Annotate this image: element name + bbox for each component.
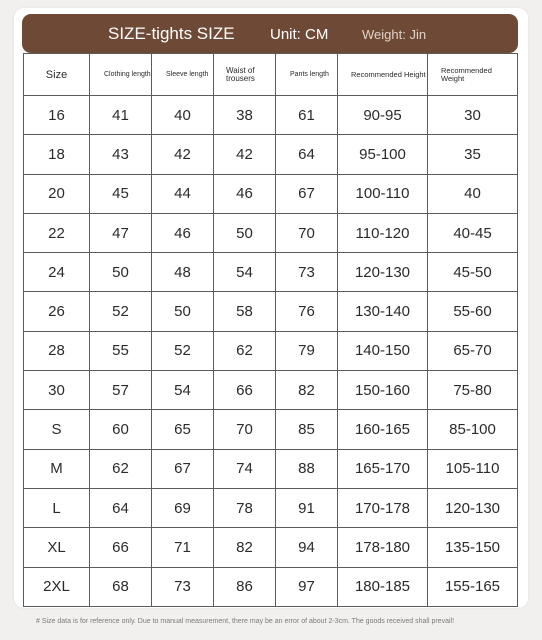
column-header-recommended-height: Recommended Height	[338, 54, 428, 96]
cell-size: 28	[24, 331, 90, 370]
cell-recommended-height: 90-95	[338, 96, 428, 135]
cell-clothing-length: 41	[90, 96, 152, 135]
cell-recommended-weight: 135-150	[428, 528, 518, 567]
cell-waist-of-trousers: 38	[214, 96, 276, 135]
cell-recommended-height: 130-140	[338, 292, 428, 331]
cell-recommended-height: 160-165	[338, 410, 428, 449]
cell-pants-length: 82	[276, 371, 338, 410]
cell-recommended-height: 120-130	[338, 253, 428, 292]
cell-recommended-weight: 40	[428, 174, 518, 213]
cell-pants-length: 88	[276, 449, 338, 488]
cell-pants-length: 97	[276, 567, 338, 606]
table-row	[24, 528, 518, 567]
cell-pants-length: 76	[276, 292, 338, 331]
column-header-size: Size	[24, 54, 90, 96]
cell-sleeve-length: 42	[152, 135, 214, 174]
table-row	[24, 488, 518, 527]
cell-waist-of-trousers: 50	[214, 213, 276, 252]
cell-pants-length: 64	[276, 135, 338, 174]
cell-size: S	[24, 410, 90, 449]
cell-pants-length: 67	[276, 174, 338, 213]
cell-pants-length: 85	[276, 410, 338, 449]
cell-clothing-length: 60	[90, 410, 152, 449]
cell-sleeve-length: 50	[152, 292, 214, 331]
cell-recommended-height: 95-100	[338, 135, 428, 174]
cell-recommended-weight: 75-80	[428, 371, 518, 410]
table-row	[24, 174, 518, 213]
cell-size: XL	[24, 528, 90, 567]
cell-waist-of-trousers: 70	[214, 410, 276, 449]
table-row	[24, 371, 518, 410]
column-header-pants-length: Pants length	[276, 54, 338, 96]
cell-pants-length: 79	[276, 331, 338, 370]
cell-sleeve-length: 48	[152, 253, 214, 292]
cell-recommended-weight: 65-70	[428, 331, 518, 370]
table-row	[24, 292, 518, 331]
cell-recommended-height: 178-180	[338, 528, 428, 567]
cell-clothing-length: 55	[90, 331, 152, 370]
unit-label: Unit: CM	[270, 26, 329, 43]
table-row	[24, 135, 518, 174]
cell-recommended-weight: 120-130	[428, 488, 518, 527]
cell-clothing-length: 47	[90, 213, 152, 252]
cell-recommended-weight: 85-100	[428, 410, 518, 449]
cell-waist-of-trousers: 86	[214, 567, 276, 606]
cell-recommended-height: 170-178	[338, 488, 428, 527]
column-header-waist-of-trousers: Waist of trousers	[214, 54, 276, 96]
cell-waist-of-trousers: 62	[214, 331, 276, 370]
table-row	[24, 410, 518, 449]
cell-waist-of-trousers: 54	[214, 253, 276, 292]
cell-size: 18	[24, 135, 90, 174]
cell-sleeve-length: 46	[152, 213, 214, 252]
cell-size: L	[24, 488, 90, 527]
cell-sleeve-length: 54	[152, 371, 214, 410]
cell-size: 30	[24, 371, 90, 410]
cell-sleeve-length: 52	[152, 331, 214, 370]
cell-clothing-length: 43	[90, 135, 152, 174]
cell-recommended-weight: 40-45	[428, 213, 518, 252]
cell-recommended-weight: 55-60	[428, 292, 518, 331]
table-row	[24, 567, 518, 606]
cell-clothing-length: 64	[90, 488, 152, 527]
cell-recommended-height: 100-110	[338, 174, 428, 213]
size-table	[23, 53, 518, 607]
cell-waist-of-trousers: 78	[214, 488, 276, 527]
cell-recommended-height: 150-160	[338, 371, 428, 410]
cell-sleeve-length: 65	[152, 410, 214, 449]
disclaimer-note: # Size data is for reference only. Due to manual measurement, there may be an error of about 2-3cm. The goods received shall prevail!	[36, 618, 455, 625]
weight-unit-label: Weight: Jin	[362, 27, 427, 42]
cell-size: M	[24, 449, 90, 488]
cell-recommended-weight: 105-110	[428, 449, 518, 488]
cell-recommended-weight: 30	[428, 96, 518, 135]
cell-pants-length: 70	[276, 213, 338, 252]
cell-recommended-height: 165-170	[338, 449, 428, 488]
cell-recommended-height: 140-150	[338, 331, 428, 370]
cell-clothing-length: 57	[90, 371, 152, 410]
cell-waist-of-trousers: 66	[214, 371, 276, 410]
cell-clothing-length: 66	[90, 528, 152, 567]
cell-recommended-height: 110-120	[338, 213, 428, 252]
cell-size: 2XL	[24, 567, 90, 606]
cell-waist-of-trousers: 58	[214, 292, 276, 331]
cell-recommended-weight: 35	[428, 135, 518, 174]
cell-waist-of-trousers: 42	[214, 135, 276, 174]
cell-pants-length: 61	[276, 96, 338, 135]
cell-pants-length: 94	[276, 528, 338, 567]
cell-clothing-length: 52	[90, 292, 152, 331]
cell-recommended-weight: 45-50	[428, 253, 518, 292]
cell-size: 24	[24, 253, 90, 292]
table-row	[24, 96, 518, 135]
cell-clothing-length: 45	[90, 174, 152, 213]
cell-sleeve-length: 73	[152, 567, 214, 606]
cell-clothing-length: 68	[90, 567, 152, 606]
cell-size: 16	[24, 96, 90, 135]
table-row	[24, 253, 518, 292]
table-body	[24, 96, 518, 607]
cell-sleeve-length: 69	[152, 488, 214, 527]
cell-recommended-height: 180-185	[338, 567, 428, 606]
cell-waist-of-trousers: 82	[214, 528, 276, 567]
cell-clothing-length: 50	[90, 253, 152, 292]
cell-sleeve-length: 71	[152, 528, 214, 567]
cell-waist-of-trousers: 46	[214, 174, 276, 213]
table-header-row	[24, 54, 518, 96]
cell-recommended-weight: 155-165	[428, 567, 518, 606]
cell-clothing-length: 62	[90, 449, 152, 488]
cell-sleeve-length: 67	[152, 449, 214, 488]
cell-pants-length: 73	[276, 253, 338, 292]
cell-waist-of-trousers: 74	[214, 449, 276, 488]
chart-title: SIZE-tights SIZE	[108, 24, 235, 43]
cell-size: 20	[24, 174, 90, 213]
cell-size: 22	[24, 213, 90, 252]
column-header-clothing-length: Clothing length	[90, 54, 152, 96]
table-row	[24, 449, 518, 488]
column-header-sleeve-length: Sleeve length	[152, 54, 214, 96]
cell-sleeve-length: 40	[152, 96, 214, 135]
cell-size: 26	[24, 292, 90, 331]
cell-sleeve-length: 44	[152, 174, 214, 213]
table-row	[24, 213, 518, 252]
size-chart-header	[22, 14, 518, 53]
table-row	[24, 331, 518, 370]
column-header-recommended-weight: Recommended Weight	[428, 54, 518, 96]
cell-pants-length: 91	[276, 488, 338, 527]
